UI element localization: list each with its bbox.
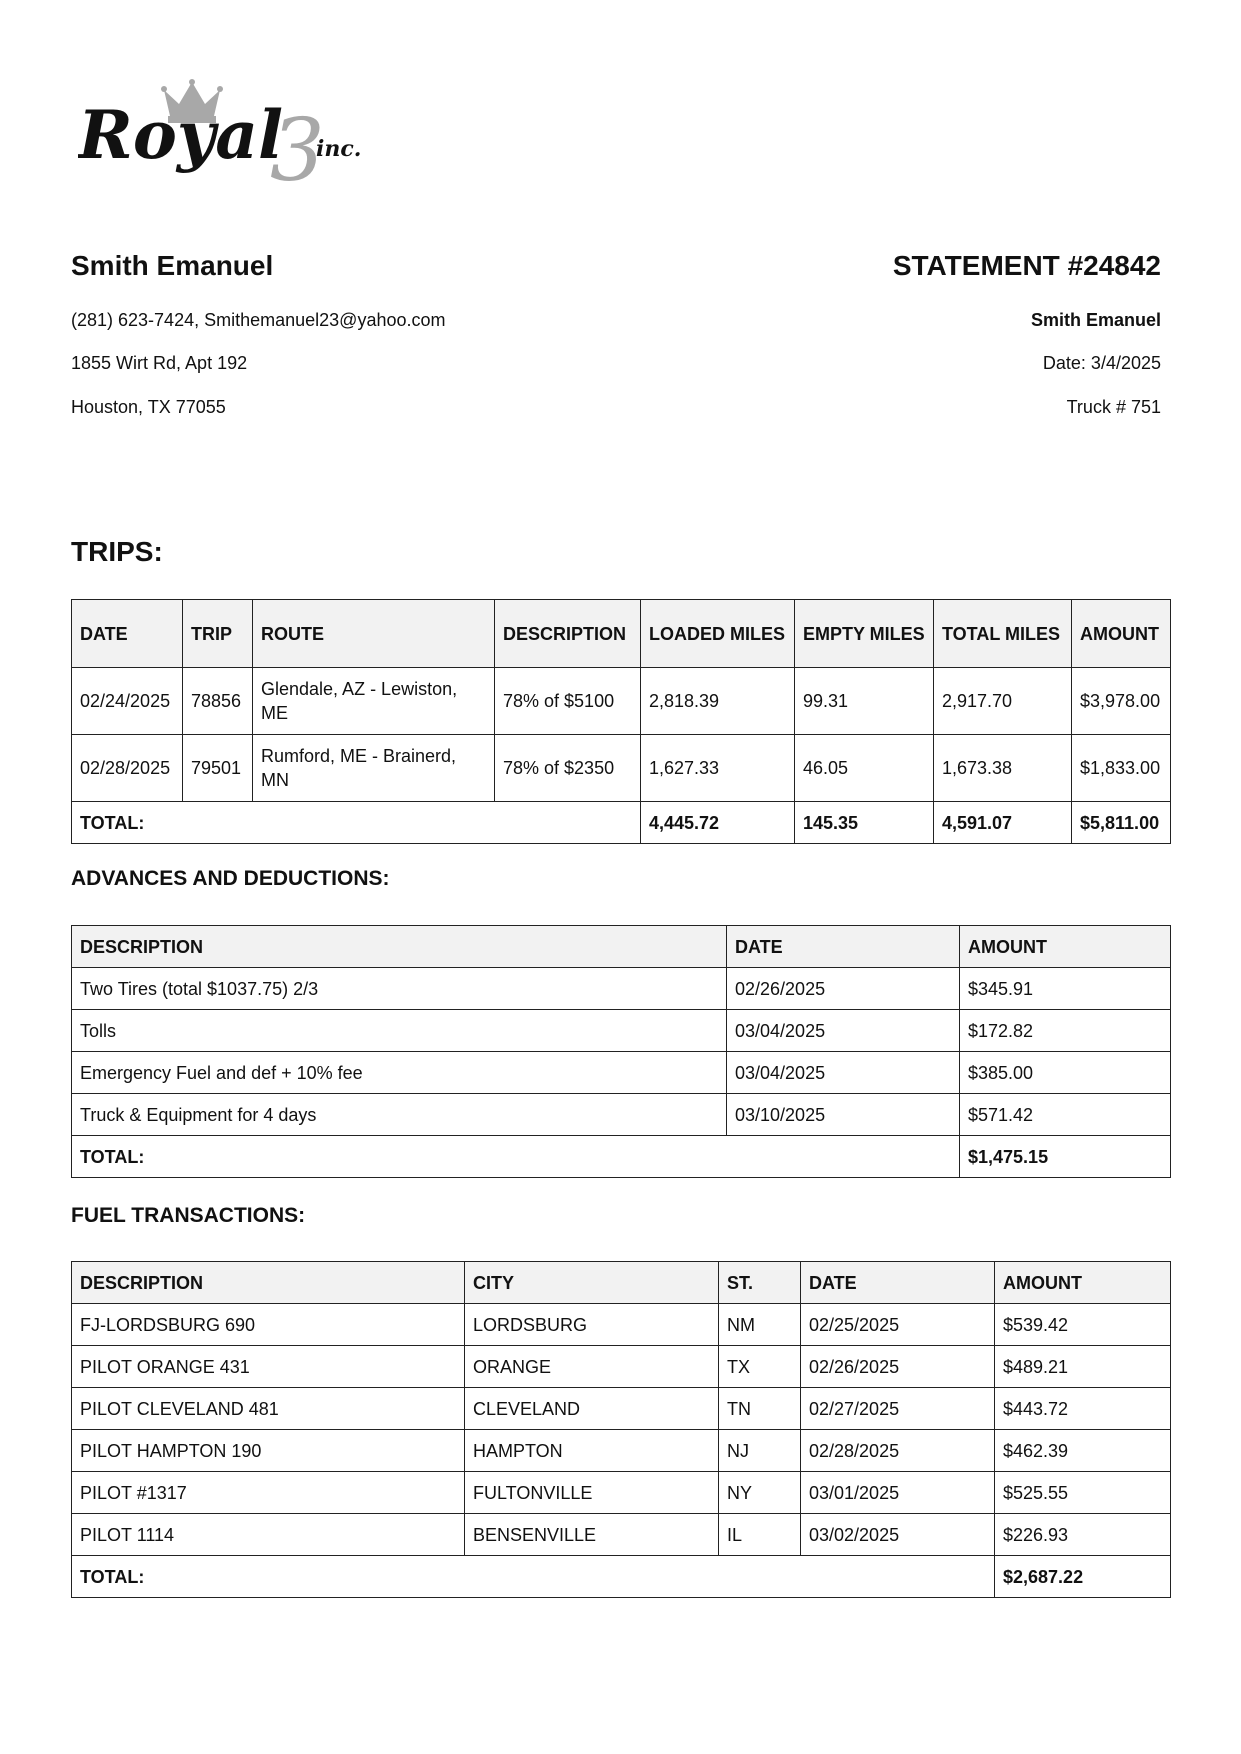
statement-title [893, 250, 1161, 282]
col-description-header: DESCRIPTION [72, 1262, 465, 1304]
trips-total-empty-miles: 145.35 [795, 802, 934, 844]
table-row [72, 668, 1171, 735]
advances-total-amount: $1,475.15 [960, 1136, 1171, 1178]
advance-description-cell: Tolls [72, 1010, 727, 1052]
fuel-description-cell: FJ-LORDSBURG 690 [72, 1304, 465, 1346]
table-row [72, 735, 1171, 802]
trip-description-cell: 78% of $5100 [495, 668, 641, 735]
fuel-date-cell: 03/01/2025 [801, 1472, 995, 1514]
fuel-total-row [72, 1556, 1171, 1598]
fuel-section-title: FUEL TRANSACTIONS: [71, 1204, 306, 1227]
advance-amount-cell: $571.42 [960, 1094, 1171, 1136]
client-contact: (281) 623-7424, Smithemanuel23@yahoo.com [71, 310, 446, 330]
table-row [72, 1346, 1171, 1388]
statement-date: Date: 3/4/2025 [1042, 353, 1161, 373]
logo-numeral: 3 [270, 101, 325, 196]
col-empty-miles-header: EMPTY MILES [795, 600, 934, 668]
advance-description-cell: Emergency Fuel and def + 10% fee [72, 1052, 727, 1094]
advances-total-label: TOTAL: [72, 1136, 960, 1178]
statement-truck: Truck # 751 [1066, 397, 1161, 417]
advances-section-title: ADVANCES AND DEDUCTIONS: [71, 867, 390, 890]
logo-suffix: inc. [316, 136, 362, 162]
fuel-state-cell: NJ [719, 1430, 801, 1472]
table-row [72, 1430, 1171, 1472]
fuel-date-cell: 02/28/2025 [801, 1430, 995, 1472]
trips-total-total-miles: 4,591.07 [934, 802, 1072, 844]
advances-header-row [72, 926, 1171, 968]
table-row [72, 968, 1171, 1010]
royal-3-logo-graphic [78, 78, 388, 196]
fuel-state-cell: NM [719, 1304, 801, 1346]
table-row [72, 1472, 1171, 1514]
fuel-state-cell: TN [719, 1388, 801, 1430]
trips-total-amount: $5,811.00 [1072, 802, 1171, 844]
col-date-header: DATE [801, 1262, 995, 1304]
fuel-city-cell: CLEVELAND [465, 1388, 719, 1430]
col-state-header: ST. [719, 1262, 801, 1304]
fuel-city-cell: BENSENVILLE [465, 1514, 719, 1556]
client-address-line-1: 1855 Wirt Rd, Apt 192 [71, 353, 248, 373]
advance-description-cell: Two Tires (total $1037.75) 2/3 [72, 968, 727, 1010]
fuel-amount-cell: $539.42 [995, 1304, 1171, 1346]
col-total-miles-header: TOTAL MILES [934, 600, 1072, 668]
trip-route-cell: Rumford, ME - Brainerd, MN [253, 735, 495, 802]
trip-total-miles-cell: 2,917.70 [934, 668, 1072, 735]
client-name: Smith Emanuel [71, 250, 274, 281]
fuel-description-cell: PILOT ORANGE 431 [72, 1346, 465, 1388]
trip-number-cell: 79501 [183, 735, 253, 802]
col-description-header: DESCRIPTION [495, 600, 641, 668]
table-row [72, 1052, 1171, 1094]
trip-amount-cell: $3,978.00 [1072, 668, 1171, 735]
statement-number: #24842 [1067, 250, 1161, 281]
trips-header-row [72, 600, 1171, 668]
fuel-amount-cell: $489.21 [995, 1346, 1171, 1388]
fuel-date-cell: 02/26/2025 [801, 1346, 995, 1388]
col-city-header: CITY [465, 1262, 719, 1304]
fuel-date-cell: 03/02/2025 [801, 1514, 995, 1556]
fuel-state-cell: IL [719, 1514, 801, 1556]
col-amount-header: AMOUNT [995, 1262, 1171, 1304]
trips-total-label: TOTAL: [72, 802, 641, 844]
advances-total-row [72, 1136, 1171, 1178]
trips-total-row [72, 802, 1171, 844]
col-trip-header: TRIP [183, 600, 253, 668]
table-row [72, 1010, 1171, 1052]
trips-section-title: TRIPS: [71, 536, 163, 567]
fuel-description-cell: PILOT #1317 [72, 1472, 465, 1514]
company-logo [78, 78, 388, 196]
fuel-city-cell: LORDSBURG [465, 1304, 719, 1346]
fuel-description-cell: PILOT HAMPTON 190 [72, 1430, 465, 1472]
fuel-description-cell: PILOT CLEVELAND 481 [72, 1388, 465, 1430]
advances-table [71, 925, 1171, 1178]
table-row [72, 1094, 1171, 1136]
fuel-description-cell: PILOT 1114 [72, 1514, 465, 1556]
fuel-table [71, 1261, 1171, 1598]
fuel-state-cell: NY [719, 1472, 801, 1514]
trip-description-cell: 78% of $2350 [495, 735, 641, 802]
advance-date-cell: 03/04/2025 [727, 1052, 960, 1094]
trip-loaded-miles-cell: 2,818.39 [641, 668, 795, 735]
fuel-amount-cell: $226.93 [995, 1514, 1171, 1556]
col-amount-header: AMOUNT [1072, 600, 1171, 668]
fuel-amount-cell: $462.39 [995, 1430, 1171, 1472]
fuel-header-row [72, 1262, 1171, 1304]
col-date-header: DATE [72, 600, 183, 668]
trip-number-cell: 78856 [183, 668, 253, 735]
advance-description-cell: Truck & Equipment for 4 days [72, 1094, 727, 1136]
client-address-line-2: Houston, TX 77055 [71, 397, 226, 417]
advance-amount-cell: $172.82 [960, 1010, 1171, 1052]
fuel-city-cell: ORANGE [465, 1346, 719, 1388]
fuel-total-amount: $2,687.22 [995, 1556, 1171, 1598]
advance-date-cell: 03/04/2025 [727, 1010, 960, 1052]
advance-date-cell: 02/26/2025 [727, 968, 960, 1010]
col-description-header: DESCRIPTION [72, 926, 727, 968]
trip-empty-miles-cell: 46.05 [795, 735, 934, 802]
fuel-amount-cell: $443.72 [995, 1388, 1171, 1430]
trip-loaded-miles-cell: 1,627.33 [641, 735, 795, 802]
advance-amount-cell: $385.00 [960, 1052, 1171, 1094]
trip-route-cell: Glendale, AZ - Lewiston, ME [253, 668, 495, 735]
fuel-city-cell: FULTONVILLE [465, 1472, 719, 1514]
col-loaded-miles-header: LOADED MILES [641, 600, 795, 668]
advance-amount-cell: $345.91 [960, 968, 1171, 1010]
fuel-amount-cell: $525.55 [995, 1472, 1171, 1514]
table-row [72, 1514, 1171, 1556]
col-route-header: ROUTE [253, 600, 495, 668]
trip-empty-miles-cell: 99.31 [795, 668, 934, 735]
trips-total-loaded-miles: 4,445.72 [641, 802, 795, 844]
col-amount-header: AMOUNT [960, 926, 1171, 968]
col-date-header: DATE [727, 926, 960, 968]
table-row [72, 1304, 1171, 1346]
fuel-date-cell: 02/27/2025 [801, 1388, 995, 1430]
trips-table [71, 599, 1171, 844]
fuel-state-cell: TX [719, 1346, 801, 1388]
advance-date-cell: 03/10/2025 [727, 1094, 960, 1136]
statement-name: Smith Emanuel [1030, 310, 1161, 330]
fuel-date-cell: 02/25/2025 [801, 1304, 995, 1346]
logo-main-text: Royal [78, 96, 284, 174]
fuel-total-label: TOTAL: [72, 1556, 995, 1598]
statement-title-prefix: STATEMENT [892, 250, 1060, 281]
table-row [72, 1388, 1171, 1430]
trip-date-cell: 02/28/2025 [72, 735, 183, 802]
fuel-city-cell: HAMPTON [465, 1430, 719, 1472]
trip-date-cell: 02/24/2025 [72, 668, 183, 735]
trip-total-miles-cell: 1,673.38 [934, 735, 1072, 802]
trip-amount-cell: $1,833.00 [1072, 735, 1171, 802]
